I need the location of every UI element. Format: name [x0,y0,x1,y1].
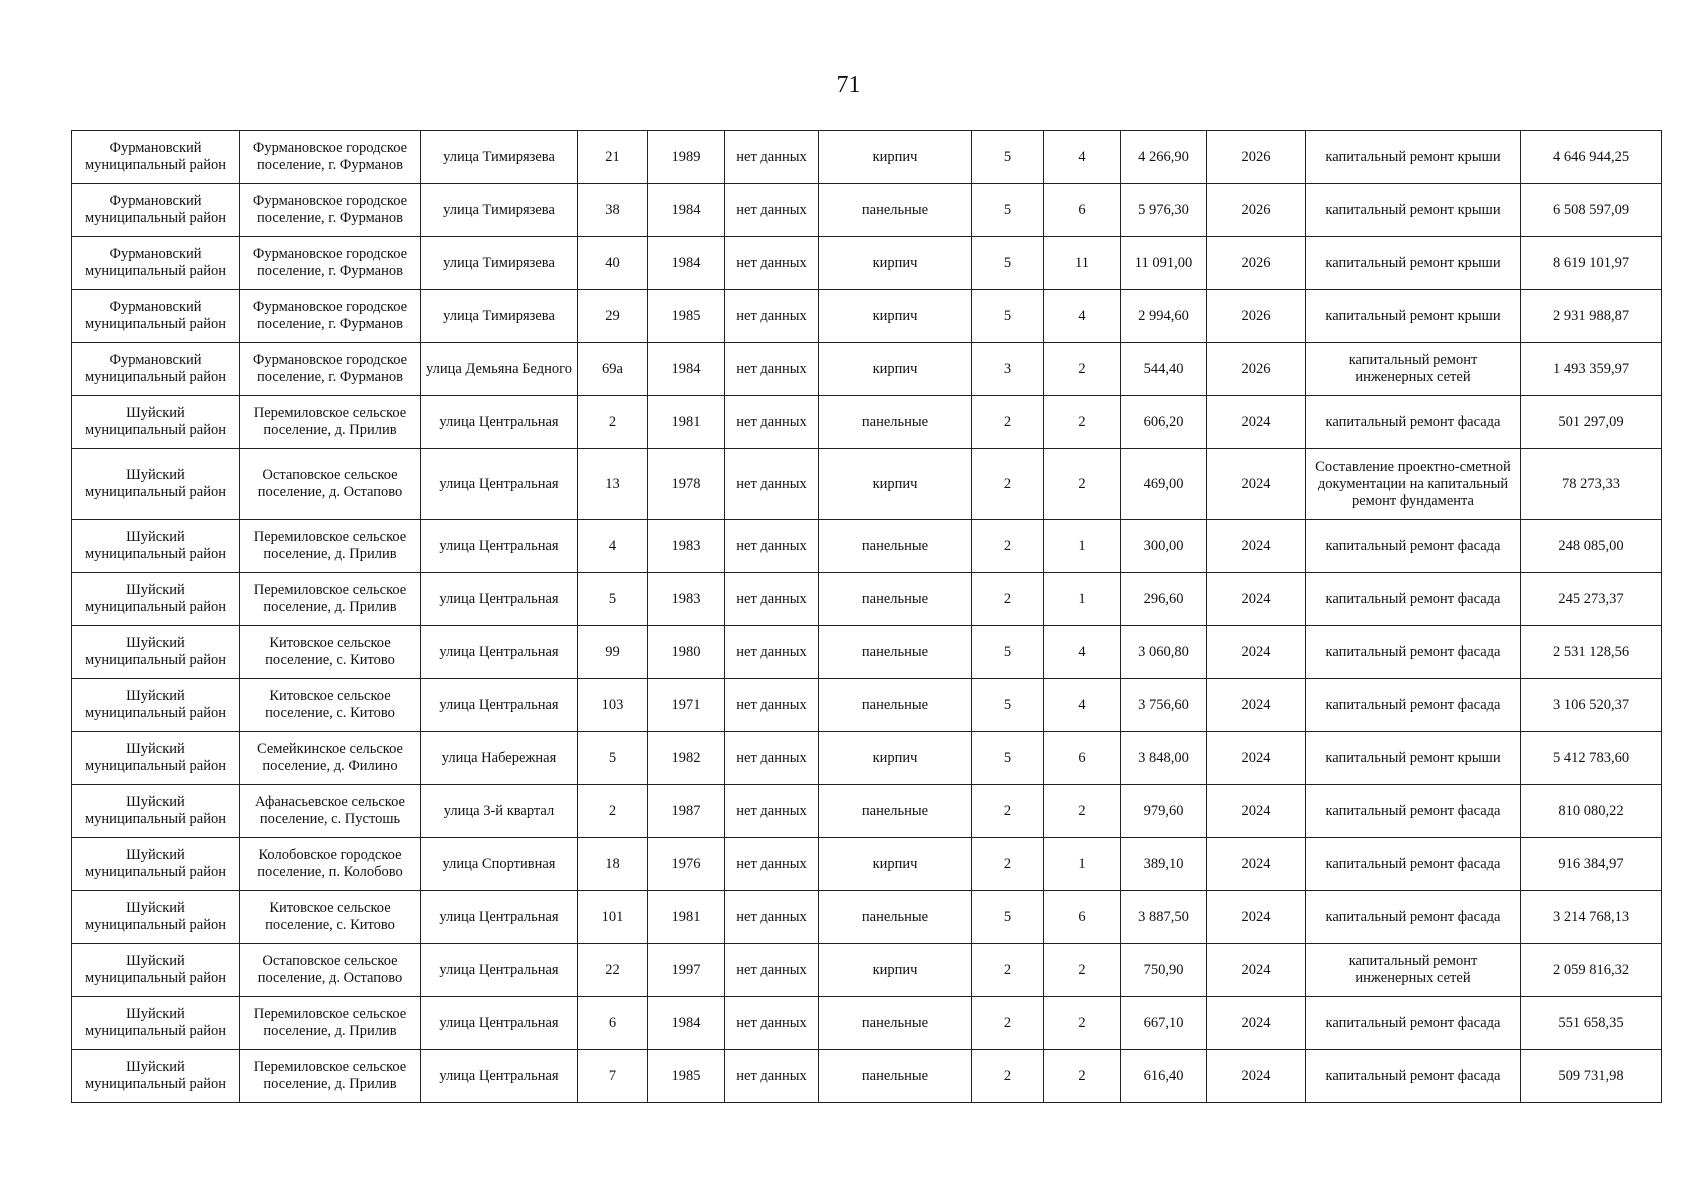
year-built-cell: 1981 [648,891,725,944]
wall-material-cell: кирпич [819,290,972,343]
house-number-cell: 5 [578,732,648,785]
street-cell: улица Центральная [421,1050,578,1103]
total-area-cell: 389,10 [1121,838,1207,891]
repair-year-cell: 2026 [1207,237,1306,290]
street-cell: улица Центральная [421,679,578,732]
table-row [72,891,1662,944]
settlement-cell: Фурмановское городское поселение, г. Фурманов [240,131,421,184]
floors-cell: 5 [972,237,1044,290]
repair-year-cell: 2024 [1207,396,1306,449]
floors-cell: 5 [972,131,1044,184]
repair-year-cell: 2024 [1207,626,1306,679]
repair-year-cell: 2024 [1207,997,1306,1050]
total-area-cell: 2 994,60 [1121,290,1207,343]
settlement-cell: Колобовское городское поселение, п. Колобово [240,838,421,891]
year-built-cell: 1980 [648,626,725,679]
entrances-cell: 4 [1044,679,1121,732]
wall-material-cell: панельные [819,396,972,449]
total-area-cell: 979,60 [1121,785,1207,838]
table-row [72,290,1662,343]
work-type-cell: капитальный ремонт фасада [1306,838,1521,891]
settlement-cell: Перемиловское сельское поселение, д. Прилив [240,573,421,626]
table-row [72,732,1662,785]
settlement-cell: Фурмановское городское поселение, г. Фурманов [240,184,421,237]
year-built-cell: 1984 [648,997,725,1050]
entrances-cell: 6 [1044,891,1121,944]
total-area-cell: 544,40 [1121,343,1207,396]
repair-year-cell: 2026 [1207,131,1306,184]
floors-cell: 5 [972,626,1044,679]
repair-year-cell: 2024 [1207,573,1306,626]
settlement-cell: Остаповское сельское поселение, д. Остапово [240,944,421,997]
settlement-cell: Китовское сельское поселение, с. Китово [240,891,421,944]
year-commissioned-cell: нет данных [725,626,819,679]
house-number-cell: 29 [578,290,648,343]
settlement-cell: Афанасьевское сельское поселение, с. Пустошь [240,785,421,838]
entrances-cell: 2 [1044,449,1121,520]
repair-year-cell: 2024 [1207,1050,1306,1103]
repair-year-cell: 2024 [1207,785,1306,838]
year-built-cell: 1971 [648,679,725,732]
house-number-cell: 69а [578,343,648,396]
total-area-cell: 616,40 [1121,1050,1207,1103]
wall-material-cell: панельные [819,679,972,732]
cost-cell: 501 297,09 [1521,396,1662,449]
cost-cell: 245 273,37 [1521,573,1662,626]
settlement-cell: Перемиловское сельское поселение, д. Прилив [240,1050,421,1103]
cost-cell: 551 658,35 [1521,997,1662,1050]
district-cell: Шуйский муниципальный район [72,573,240,626]
house-number-cell: 103 [578,679,648,732]
house-number-cell: 101 [578,891,648,944]
street-cell: улица Набережная [421,732,578,785]
entrances-cell: 2 [1044,997,1121,1050]
table-row [72,1050,1662,1103]
cost-cell: 810 080,22 [1521,785,1662,838]
year-commissioned-cell: нет данных [725,732,819,785]
repair-year-cell: 2024 [1207,449,1306,520]
table-body [72,131,1662,1103]
table-row [72,626,1662,679]
district-cell: Шуйский муниципальный район [72,891,240,944]
cost-cell: 78 273,33 [1521,449,1662,520]
entrances-cell: 4 [1044,290,1121,343]
street-cell: улица Тимирязева [421,184,578,237]
settlement-cell: Перемиловское сельское поселение, д. Прилив [240,520,421,573]
district-cell: Шуйский муниципальный район [72,732,240,785]
repair-year-cell: 2024 [1207,944,1306,997]
district-cell: Шуйский муниципальный район [72,997,240,1050]
floors-cell: 3 [972,343,1044,396]
settlement-cell: Китовское сельское поселение, с. Китово [240,679,421,732]
table-row [72,343,1662,396]
year-commissioned-cell: нет данных [725,237,819,290]
district-cell: Фурмановский муниципальный район [72,290,240,343]
floors-cell: 5 [972,891,1044,944]
total-area-cell: 606,20 [1121,396,1207,449]
house-number-cell: 6 [578,997,648,1050]
entrances-cell: 2 [1044,944,1121,997]
house-number-cell: 40 [578,237,648,290]
entrances-cell: 4 [1044,131,1121,184]
street-cell: улица Центральная [421,520,578,573]
year-commissioned-cell: нет данных [725,679,819,732]
work-type-cell: капитальный ремонт крыши [1306,131,1521,184]
entrances-cell: 1 [1044,520,1121,573]
district-cell: Фурмановский муниципальный район [72,343,240,396]
floors-cell: 5 [972,732,1044,785]
total-area-cell: 469,00 [1121,449,1207,520]
table-row [72,997,1662,1050]
repair-year-cell: 2024 [1207,520,1306,573]
entrances-cell: 2 [1044,785,1121,838]
cost-cell: 3 214 768,13 [1521,891,1662,944]
total-area-cell: 3 848,00 [1121,732,1207,785]
settlement-cell: Остаповское сельское поселение, д. Остапово [240,449,421,520]
house-number-cell: 2 [578,785,648,838]
year-built-cell: 1984 [648,184,725,237]
settlement-cell: Перемиловское сельское поселение, д. Прилив [240,396,421,449]
wall-material-cell: кирпич [819,838,972,891]
year-commissioned-cell: нет данных [725,131,819,184]
table-row [72,785,1662,838]
floors-cell: 2 [972,838,1044,891]
table-row [72,520,1662,573]
table-row [72,838,1662,891]
entrances-cell: 4 [1044,626,1121,679]
wall-material-cell: панельные [819,573,972,626]
cost-cell: 8 619 101,97 [1521,237,1662,290]
house-number-cell: 5 [578,573,648,626]
settlement-cell: Фурмановское городское поселение, г. Фурманов [240,237,421,290]
entrances-cell: 1 [1044,573,1121,626]
street-cell: улица Центральная [421,573,578,626]
total-area-cell: 3 060,80 [1121,626,1207,679]
settlement-cell: Фурмановское городское поселение, г. Фурманов [240,343,421,396]
year-built-cell: 1997 [648,944,725,997]
district-cell: Шуйский муниципальный район [72,396,240,449]
district-cell: Шуйский муниципальный район [72,449,240,520]
work-type-cell: капитальный ремонт фасада [1306,520,1521,573]
wall-material-cell: кирпич [819,131,972,184]
wall-material-cell: кирпич [819,237,972,290]
work-type-cell: капитальный ремонт инженерных сетей [1306,944,1521,997]
table-row [72,131,1662,184]
district-cell: Шуйский муниципальный район [72,1050,240,1103]
work-type-cell: капитальный ремонт крыши [1306,290,1521,343]
work-type-cell: капитальный ремонт фасада [1306,679,1521,732]
entrances-cell: 2 [1044,396,1121,449]
street-cell: улица Тимирязева [421,131,578,184]
total-area-cell: 296,60 [1121,573,1207,626]
year-built-cell: 1984 [648,237,725,290]
district-cell: Фурмановский муниципальный район [72,237,240,290]
district-cell: Шуйский муниципальный район [72,626,240,679]
year-commissioned-cell: нет данных [725,573,819,626]
house-number-cell: 18 [578,838,648,891]
year-commissioned-cell: нет данных [725,396,819,449]
work-type-cell: капитальный ремонт инженерных сетей [1306,343,1521,396]
year-built-cell: 1983 [648,520,725,573]
year-built-cell: 1982 [648,732,725,785]
work-type-cell: капитальный ремонт крыши [1306,237,1521,290]
house-number-cell: 4 [578,520,648,573]
floors-cell: 2 [972,944,1044,997]
settlement-cell: Китовское сельское поселение, с. Китово [240,626,421,679]
house-number-cell: 2 [578,396,648,449]
district-cell: Шуйский муниципальный район [72,520,240,573]
total-area-cell: 4 266,90 [1121,131,1207,184]
work-type-cell: капитальный ремонт фасада [1306,891,1521,944]
repair-year-cell: 2026 [1207,290,1306,343]
year-commissioned-cell: нет данных [725,838,819,891]
district-cell: Шуйский муниципальный район [72,944,240,997]
cost-cell: 2 531 128,56 [1521,626,1662,679]
entrances-cell: 2 [1044,343,1121,396]
street-cell: улица Спортивная [421,838,578,891]
wall-material-cell: кирпич [819,732,972,785]
district-cell: Шуйский муниципальный район [72,785,240,838]
year-built-cell: 1976 [648,838,725,891]
street-cell: улица Центральная [421,626,578,679]
floors-cell: 2 [972,520,1044,573]
year-commissioned-cell: нет данных [725,997,819,1050]
entrances-cell: 1 [1044,838,1121,891]
table-row [72,944,1662,997]
work-type-cell: капитальный ремонт фасада [1306,396,1521,449]
wall-material-cell: панельные [819,997,972,1050]
house-number-cell: 22 [578,944,648,997]
table-row [72,679,1662,732]
work-type-cell: капитальный ремонт фасада [1306,626,1521,679]
wall-material-cell: панельные [819,1050,972,1103]
work-type-cell: капитальный ремонт крыши [1306,732,1521,785]
wall-material-cell: панельные [819,520,972,573]
repair-year-cell: 2026 [1207,184,1306,237]
total-area-cell: 3 756,60 [1121,679,1207,732]
street-cell: улица Центральная [421,891,578,944]
table-row [72,237,1662,290]
table-row [72,449,1662,520]
total-area-cell: 5 976,30 [1121,184,1207,237]
cost-cell: 509 731,98 [1521,1050,1662,1103]
floors-cell: 2 [972,997,1044,1050]
total-area-cell: 11 091,00 [1121,237,1207,290]
work-type-cell: капитальный ремонт фасада [1306,573,1521,626]
house-number-cell: 13 [578,449,648,520]
entrances-cell: 6 [1044,184,1121,237]
district-cell: Шуйский муниципальный район [72,838,240,891]
total-area-cell: 750,90 [1121,944,1207,997]
street-cell: улица Центральная [421,449,578,520]
housing-repair-table [71,130,1662,1103]
year-built-cell: 1984 [648,343,725,396]
settlement-cell: Семейкинское сельское поселение, д. Филино [240,732,421,785]
work-type-cell: капитальный ремонт фасада [1306,1050,1521,1103]
total-area-cell: 300,00 [1121,520,1207,573]
year-built-cell: 1978 [648,449,725,520]
street-cell: улица Центральная [421,396,578,449]
floors-cell: 5 [972,679,1044,732]
year-built-cell: 1985 [648,290,725,343]
table-row [72,573,1662,626]
repair-year-cell: 2024 [1207,838,1306,891]
year-commissioned-cell: нет данных [725,785,819,838]
year-commissioned-cell: нет данных [725,520,819,573]
cost-cell: 5 412 783,60 [1521,732,1662,785]
wall-material-cell: панельные [819,891,972,944]
street-cell: улица Центральная [421,997,578,1050]
cost-cell: 2 059 816,32 [1521,944,1662,997]
year-commissioned-cell: нет данных [725,891,819,944]
work-type-cell: Составление проектно-сметной документации на капитальный ремонт фундамента [1306,449,1521,520]
year-built-cell: 1989 [648,131,725,184]
year-built-cell: 1985 [648,1050,725,1103]
cost-cell: 248 085,00 [1521,520,1662,573]
cost-cell: 1 493 359,97 [1521,343,1662,396]
cost-cell: 4 646 944,25 [1521,131,1662,184]
street-cell: улица Центральная [421,944,578,997]
total-area-cell: 667,10 [1121,997,1207,1050]
entrances-cell: 11 [1044,237,1121,290]
year-commissioned-cell: нет данных [725,343,819,396]
year-commissioned-cell: нет данных [725,449,819,520]
wall-material-cell: кирпич [819,449,972,520]
house-number-cell: 38 [578,184,648,237]
total-area-cell: 3 887,50 [1121,891,1207,944]
entrances-cell: 6 [1044,732,1121,785]
year-built-cell: 1981 [648,396,725,449]
repair-year-cell: 2024 [1207,891,1306,944]
house-number-cell: 99 [578,626,648,679]
wall-material-cell: панельные [819,626,972,679]
street-cell: улица Демьяна Бедного [421,343,578,396]
wall-material-cell: кирпич [819,343,972,396]
year-commissioned-cell: нет данных [725,944,819,997]
wall-material-cell: панельные [819,184,972,237]
wall-material-cell: панельные [819,785,972,838]
settlement-cell: Фурмановское городское поселение, г. Фурманов [240,290,421,343]
district-cell: Шуйский муниципальный район [72,679,240,732]
floors-cell: 2 [972,573,1044,626]
house-number-cell: 21 [578,131,648,184]
cost-cell: 916 384,97 [1521,838,1662,891]
street-cell: улица 3-й квартал [421,785,578,838]
work-type-cell: капитальный ремонт фасада [1306,785,1521,838]
floors-cell: 5 [972,184,1044,237]
floors-cell: 2 [972,449,1044,520]
cost-cell: 2 931 988,87 [1521,290,1662,343]
year-commissioned-cell: нет данных [725,1050,819,1103]
district-cell: Фурмановский муниципальный район [72,184,240,237]
settlement-cell: Перемиловское сельское поселение, д. Прилив [240,997,421,1050]
repair-year-cell: 2024 [1207,679,1306,732]
cost-cell: 6 508 597,09 [1521,184,1662,237]
work-type-cell: капитальный ремонт фасада [1306,997,1521,1050]
floors-cell: 5 [972,290,1044,343]
wall-material-cell: кирпич [819,944,972,997]
work-type-cell: капитальный ремонт крыши [1306,184,1521,237]
table-row [72,184,1662,237]
floors-cell: 2 [972,1050,1044,1103]
year-built-cell: 1987 [648,785,725,838]
street-cell: улица Тимирязева [421,290,578,343]
street-cell: улица Тимирязева [421,237,578,290]
repair-year-cell: 2024 [1207,732,1306,785]
year-built-cell: 1983 [648,573,725,626]
table-row [72,396,1662,449]
repair-year-cell: 2026 [1207,343,1306,396]
district-cell: Фурмановский муниципальный район [72,131,240,184]
year-commissioned-cell: нет данных [725,290,819,343]
floors-cell: 2 [972,396,1044,449]
cost-cell: 3 106 520,37 [1521,679,1662,732]
page-number: 71 [836,72,861,98]
entrances-cell: 2 [1044,1050,1121,1103]
year-commissioned-cell: нет данных [725,184,819,237]
floors-cell: 2 [972,785,1044,838]
house-number-cell: 7 [578,1050,648,1103]
